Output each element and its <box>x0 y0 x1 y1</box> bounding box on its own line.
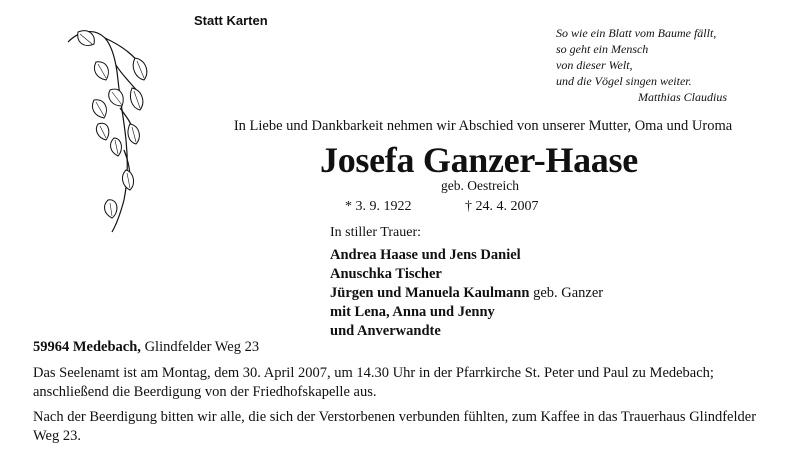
reception-info: Nach der Beerdigung bitten wir alle, die sich der Verstorbenen verbunden fühlten, zum Kaffee in das Trauerhaus Glindfelder Weg 23. <box>33 409 757 444</box>
death-date: † 24. 4. 2007 <box>465 199 539 214</box>
mourner-note: geb. Ganzer <box>529 285 604 301</box>
mourner-name: Jürgen und Manuela Kaulmann <box>330 285 530 301</box>
poem-line: So wie ein Blatt vom Baume fällt, <box>556 26 717 40</box>
life-dates <box>345 199 539 215</box>
mourner-row <box>330 322 603 341</box>
funeral-info: Das Seelenamt ist am Montag, dem 30. April 2007, um 14.30 Uhr in der Pfarrkirche St. Peter und Paul zu Medebach; anschließend die Beerdigung von der Friedhofskapelle aus. <box>33 365 714 400</box>
mourner-row <box>330 303 603 322</box>
mourner-row <box>330 284 603 303</box>
mourner-name: mit Lena, Anna und Jenny <box>330 304 495 320</box>
birth-date: * 3. 9. 1922 <box>345 199 412 214</box>
mourner-name: Anuschka Tischer <box>330 266 442 282</box>
address-street: Glindfelder Weg 23 <box>140 339 260 355</box>
poem-author: Matthias Claudius <box>638 90 728 104</box>
mourning-label: In stiller Trauer: <box>330 225 421 240</box>
statt-karten-label: Statt Karten <box>194 13 268 28</box>
birth-name: geb. Oestreich <box>441 178 519 193</box>
mourner-row <box>330 246 603 265</box>
mourners-list <box>330 246 603 341</box>
address-city: 59964 Medebach, <box>33 339 141 355</box>
mourner-row <box>330 265 603 284</box>
deceased-name: Josefa Ganzer-Haase <box>320 140 638 180</box>
mourner-name: Andrea Haase und Jens Daniel <box>330 247 521 263</box>
poem-line: und die Vögel singen weiter. <box>556 74 692 88</box>
intro-text: In Liebe und Dankbarkeit nehmen wir Abschied von unserer Mutter, Oma und Uroma <box>233 118 733 134</box>
address <box>33 339 259 356</box>
poem-line: von dieser Welt, <box>556 58 633 72</box>
poem <box>556 25 727 105</box>
mourner-name: und Anverwandte <box>330 323 441 339</box>
poem-line: so geht ein Mensch <box>556 42 649 56</box>
